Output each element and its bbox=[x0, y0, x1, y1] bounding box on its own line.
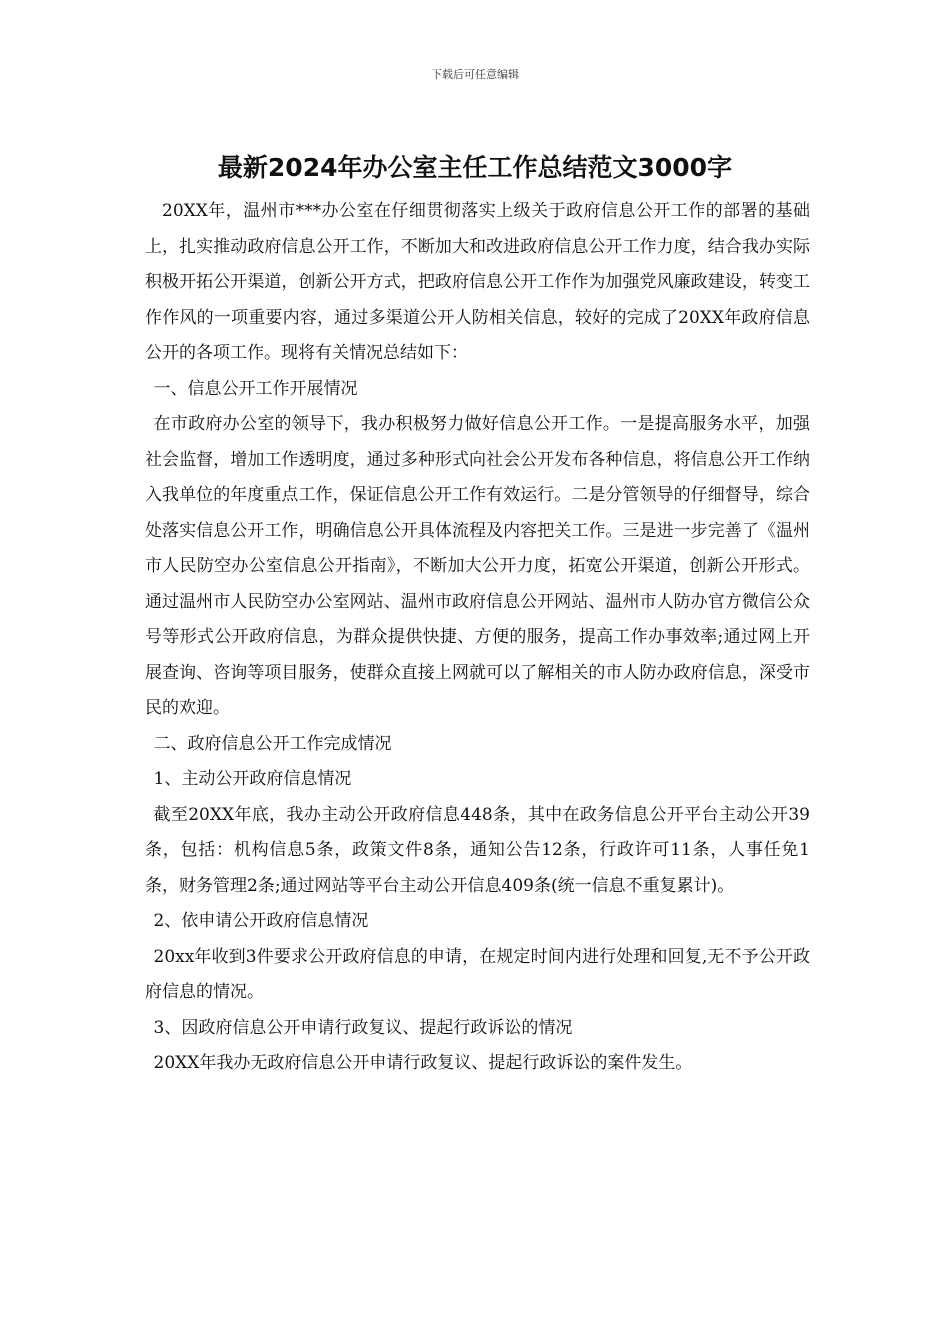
subsection-heading-3: 3、因政府信息公开申请行政复议、提起行政诉讼的情况 bbox=[153, 1017, 573, 1038]
paragraph-subsection-2: 20xx年收到3件要求公开政府信息的申请，在规定时间内进行处理和回复,无不予公开政府信息的情况。 bbox=[145, 946, 810, 1002]
paragraph-subsection-1: 截至20XX年底，我办主动公开政府信息448条，其中在政务信息公开平台主动公开39条，包括：机构信息5条，政策文件8条，通知公告12条，行政许可11条，人事任免1条，财务管理2条;通过网站等平台主动公开信息409条(统一信息不重复累计)。 bbox=[145, 804, 810, 896]
subsection-heading-1: 1、主动公开政府信息情况 bbox=[153, 769, 352, 789]
paragraph-intro: 20XX年，温州市***办公室在仔细贯彻落实上级关于政府信息公开工作的部署的基础上，扎实推动政府信息公开工作，不断加大和改进政府信息公开工作力度，结合我办实际积极开拓公开渠道，创新公开方式，把政府信息公开工作作为加强党风廉政建设，转变工作作风的一项重要内容，通过多渠道公开人防相关信息，较好的完成了20XX年政府信息公开的各项工作。现将有关情况总结如下： bbox=[145, 201, 810, 363]
subsection-heading-2: 2、依申请公开政府信息情况 bbox=[153, 911, 369, 931]
section-heading-1: 一、信息公开工作开展情况 bbox=[153, 378, 358, 399]
page-header: 下载后可任意编辑 bbox=[431, 68, 519, 81]
paragraph-subsection-3: 20XX年我办无政府信息公开申请行政复议、提起行政诉讼的案件发生。 bbox=[153, 1053, 693, 1073]
paragraph-section-1: 在市政府办公室的领导下，我办积极努力做好信息公开工作。一是提高服务水平，加强社会监督，增加工作透明度，通过多种形式向社会公开发布各种信息，将信息公开工作纳入我单位的年度重点工作，保证信息公开工作有效运行。二是分管领导的仔细督导，综合处落实信息公开工作，明确信息公开具体流程及内容把关工作。三是进一步完善了《温州市人民防空办公室信息公开指南》，不断加大公开力度，拓宽公开渠道，创新公开形式。通过温州市人民防空办公室网站、温州市政府信息公开网站、温州市人防办官方微信公众号等形式公开政府信息，为群众提供快捷、方便的服务，提高工作办事效率;通过网上开展查询、咨询等项目服务，使群众直接上网就可以了解相关的市人防办政府信息，深受市民的欢迎。 bbox=[145, 414, 810, 718]
document-body bbox=[145, 194, 810, 1082]
section-heading-2: 二、政府信息公开工作完成情况 bbox=[153, 733, 392, 754]
document-title: 最新2024年办公室主任工作总结范文3000字 bbox=[217, 153, 733, 182]
